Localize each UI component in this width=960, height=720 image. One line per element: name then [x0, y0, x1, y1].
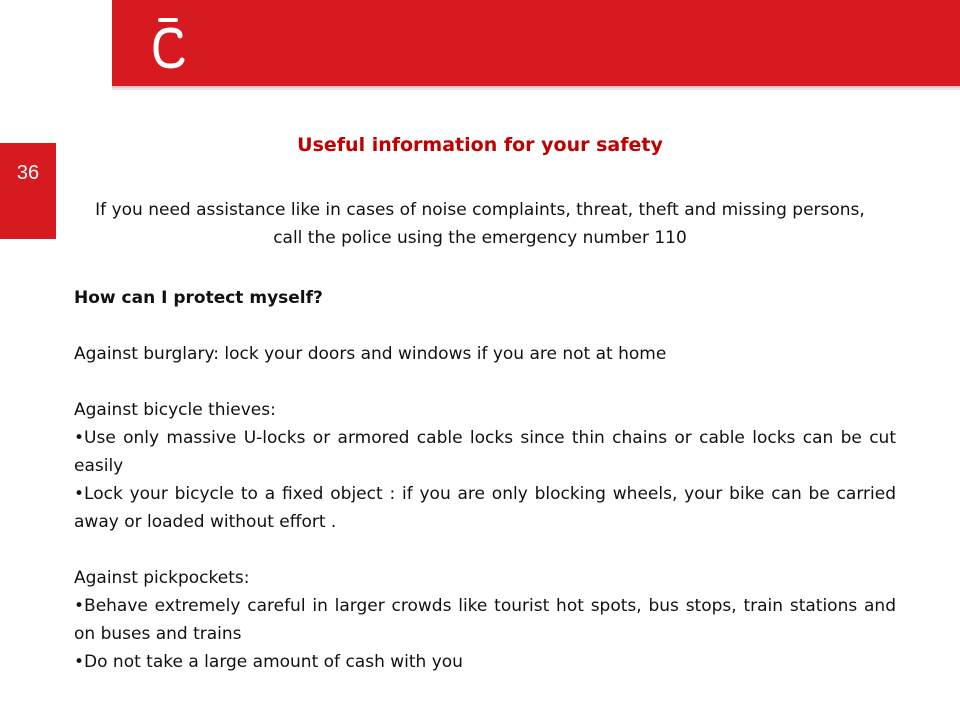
intro-text: If you need assistance like in cases of noise complaints, threat, theft and missing persons, call the police using the emergency number 110 [95, 200, 865, 248]
question-heading: How can I protect myself? [74, 288, 323, 308]
pickpocket-heading: Against pickpockets: [74, 568, 250, 588]
burglary-tip: Against burglary: lock your doors and windows if you are not at home [74, 344, 667, 364]
bicycle-heading: Against bicycle thieves: [74, 400, 276, 420]
body-text [74, 284, 896, 676]
pickpocket-bullet-1: •Behave extremely careful in larger crowds like tourist hot spots, bus stops, train stations and on buses and trains [74, 596, 896, 644]
header-band [112, 0, 960, 86]
page-title: Useful information for your safety [297, 134, 663, 156]
bicycle-bullet-1: •Use only massive U-locks or armored cable locks since thin chains or cable locks can be cut easily [74, 428, 896, 476]
page-number-badge: 36 [0, 143, 56, 239]
c-logo-icon [150, 14, 190, 72]
bicycle-bullet-2: •Lock your bicycle to a fixed object : if you are only blocking wheels, your bike can be carried away or loaded without effort . [74, 484, 896, 532]
pickpocket-bullet-2: •Do not take a large amount of cash with you [74, 652, 463, 672]
